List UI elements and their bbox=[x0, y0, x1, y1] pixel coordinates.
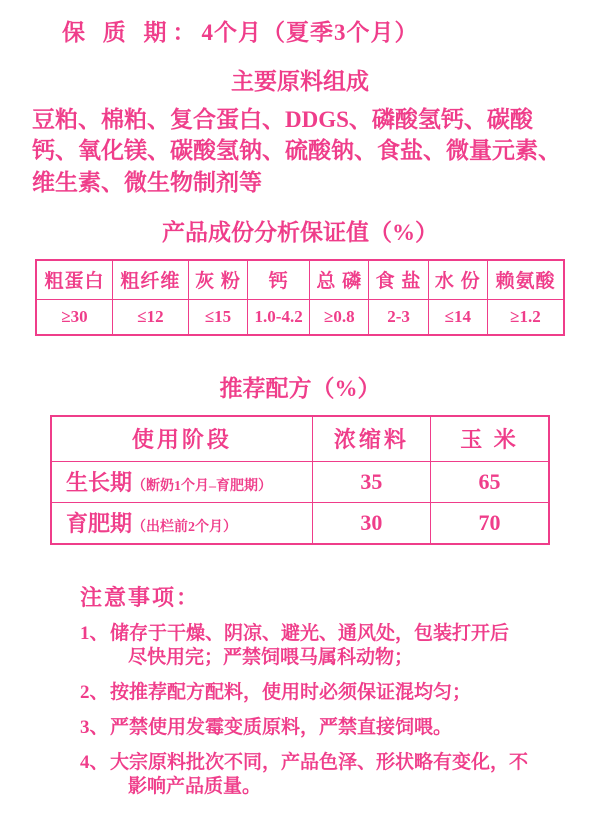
formula-stage-note: （断奶1个月–育肥期） bbox=[132, 479, 273, 495]
notes-title: 注意事项： bbox=[80, 584, 201, 610]
formula-corn-cell: 70 bbox=[430, 502, 549, 544]
formula-header-concentrate: 浓缩料 bbox=[312, 416, 430, 462]
table-row bbox=[51, 502, 549, 544]
table-row bbox=[51, 416, 549, 462]
materials-body: 豆粕、棉粕、复合蛋白、DDGS、磷酸氢钙、碳酸钙、氧化镁、碳酸氢钠、硫酸钠、食盐、微量元素、维生素、微生物制剂等 bbox=[32, 107, 561, 195]
formula-stage-name: 育肥期 bbox=[66, 511, 133, 537]
analysis-header-cell: 灰 粉 bbox=[188, 260, 247, 300]
analysis-header-cell: 粗纤维 bbox=[112, 260, 188, 300]
analysis-value-cell: ≥0.8 bbox=[310, 299, 369, 335]
note-text bbox=[110, 751, 582, 800]
analysis-value-cell: ≤15 bbox=[188, 299, 247, 335]
formula-table bbox=[50, 415, 550, 545]
materials-title: 主要原料组成 bbox=[231, 69, 369, 94]
analysis-header-cell: 钙 bbox=[248, 260, 310, 300]
analysis-header-cell: 水 份 bbox=[428, 260, 487, 300]
formula-stage-cell bbox=[51, 502, 312, 544]
analysis-value-cell: ≤12 bbox=[112, 299, 188, 335]
formula-title: 推荐配方（%） bbox=[219, 375, 381, 401]
note-number: 3、 bbox=[80, 716, 109, 738]
analysis-value-cell: ≤14 bbox=[428, 299, 487, 335]
analysis-header-cell: 总 磷 bbox=[310, 260, 369, 300]
shelf-life-value: 4个月（夏季3个月） bbox=[201, 20, 419, 45]
formula-header-stage: 使用阶段 bbox=[51, 416, 312, 462]
list-item bbox=[80, 681, 582, 706]
formula-stage-cell bbox=[51, 461, 312, 502]
list-item bbox=[80, 716, 582, 741]
list-item bbox=[80, 622, 582, 671]
note-text bbox=[110, 716, 582, 741]
table-row bbox=[51, 461, 549, 502]
note-number: 2、 bbox=[80, 682, 109, 704]
formula-concentrate-cell: 35 bbox=[312, 461, 430, 502]
note-number: 4、 bbox=[80, 751, 109, 773]
table-row bbox=[36, 299, 564, 335]
note-line: 严禁使用发霉变质原料，严禁直接饲喂。 bbox=[110, 716, 453, 738]
analysis-value-cell: ≥1.2 bbox=[487, 299, 564, 335]
note-number: 1、 bbox=[80, 622, 109, 644]
analysis-value-cell: 1.0-4.2 bbox=[248, 299, 310, 335]
analysis-table bbox=[35, 259, 565, 336]
shelf-life-label: 保 质 期： bbox=[62, 20, 202, 45]
analysis-header-cell: 粗蛋白 bbox=[36, 260, 112, 300]
analysis-header-cell: 赖氨酸 bbox=[487, 260, 564, 300]
formula-header-corn: 玉 米 bbox=[430, 416, 549, 462]
notes-section bbox=[80, 581, 582, 800]
table-row bbox=[36, 260, 564, 300]
formula-corn-cell: 65 bbox=[430, 461, 549, 502]
list-item bbox=[80, 751, 582, 800]
analysis-value-cell: 2-3 bbox=[369, 299, 428, 335]
formula-stage-note: （出栏前2个月） bbox=[132, 520, 238, 536]
note-line: 储存于干燥、阴凉、避光、通风处，包装打开后 bbox=[110, 622, 510, 644]
analysis-value-cell: ≥30 bbox=[36, 299, 112, 335]
note-line-cont: 影响产品质量。 bbox=[128, 776, 262, 798]
analysis-header-cell: 食 盐 bbox=[369, 260, 428, 300]
note-text bbox=[110, 681, 582, 706]
note-text bbox=[110, 622, 582, 671]
formula-concentrate-cell: 30 bbox=[312, 502, 430, 544]
shelf-life-line bbox=[62, 14, 582, 47]
product-label-page bbox=[0, 14, 600, 826]
note-line: 按推荐配方配料，使用时必须保证混均匀； bbox=[110, 682, 472, 704]
formula-stage-name: 生长期 bbox=[66, 470, 133, 496]
note-line-cont: 尽快用完；严禁饲喂马属科动物； bbox=[128, 647, 414, 669]
note-line: 大宗原料批次不同，产品色泽、形状略有变化，不 bbox=[110, 751, 529, 773]
analysis-title: 产品成份分析保证值（%） bbox=[162, 219, 438, 245]
